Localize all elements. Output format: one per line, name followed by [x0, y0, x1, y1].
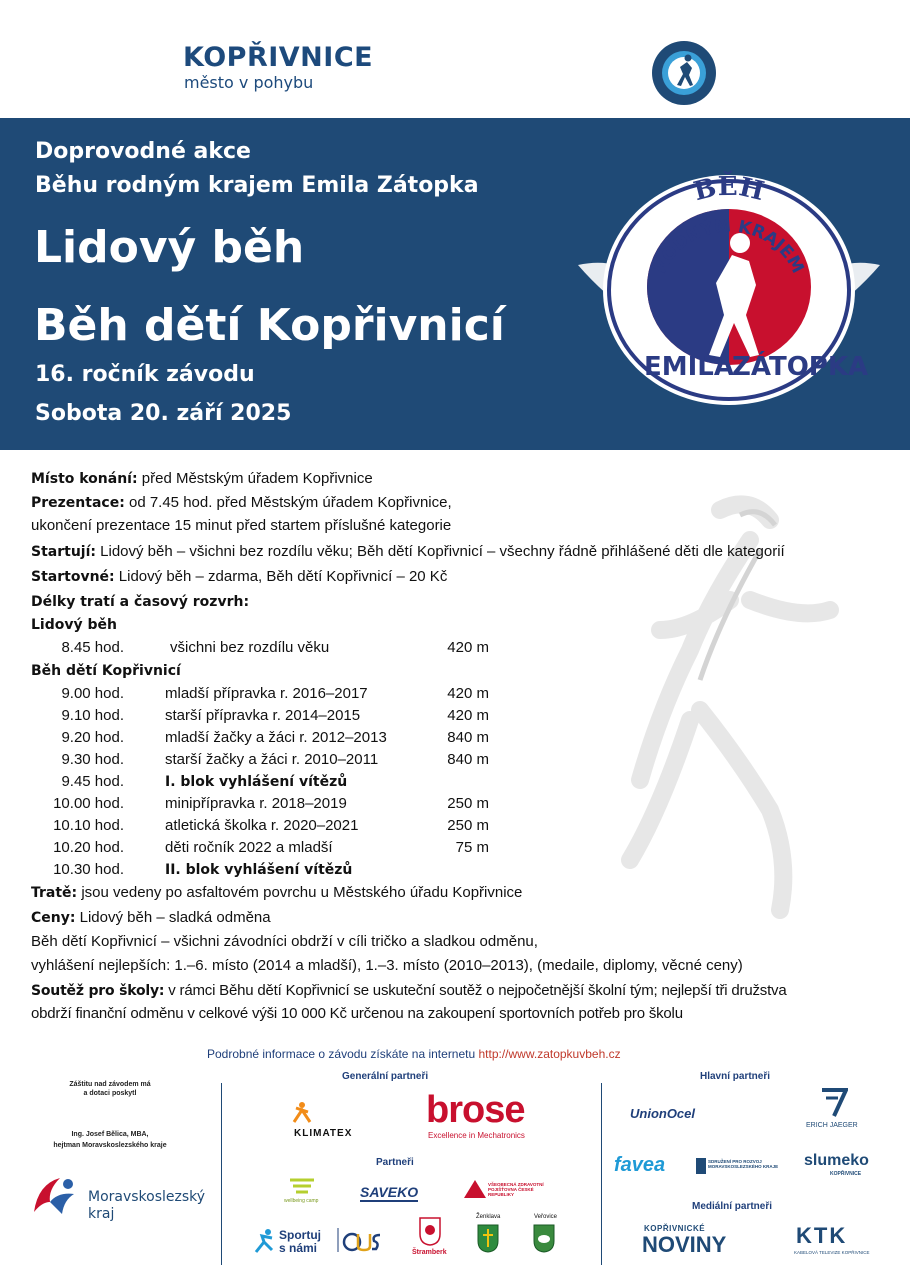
brand-name: KOPŘIVNICE	[183, 42, 374, 73]
region-name-1: Moravskoslezský	[88, 1189, 206, 1205]
schedule-distance: 420 m	[447, 639, 489, 656]
event-date: Sobota 20. září 2025	[35, 401, 292, 426]
region-logo-icon	[28, 1172, 84, 1220]
registration-label: Prezentace:	[31, 495, 125, 511]
noviny-logo-2: NOVINY	[642, 1232, 727, 1257]
registration-line-2: ukončení prezentace 15 minut před startem příslušné kategorie	[31, 517, 452, 534]
media-partners-title: Mediální partneři	[692, 1201, 773, 1212]
strambark-logo: Štramberk	[412, 1249, 447, 1256]
prizes-line	[31, 908, 271, 928]
strambark-crest	[418, 1216, 442, 1246]
saveko-logo: SAVEKO	[360, 1184, 419, 1200]
schedule-description: atletická školka r. 2020–2021	[165, 817, 359, 834]
venue-line	[31, 469, 373, 489]
schedule-description: mladší žačky a žáci r. 2012–2013	[165, 729, 387, 746]
general-partners-title: Generální partneři	[342, 1071, 429, 1082]
zenklava-label: Ženklava	[476, 1214, 501, 1220]
schools-line-2: obdrží finanční odměnu v celkové výši 10 000 Kč určenou na zakoupení sportovních potřeb pro školu	[31, 1005, 683, 1022]
schedule-section-deti: Běh dětí Kopřivnicí	[31, 663, 181, 679]
race-logo-right-text: ZÁTOPKA	[732, 352, 869, 382]
fee-text: Lidový běh – zdarma, Běh dětí Kopřivnicí – 20 Kč	[114, 568, 448, 585]
klimatex-icon	[290, 1100, 314, 1124]
schedule-time: 10.10 hod.	[53, 817, 124, 834]
track-line	[31, 883, 522, 903]
main-partners-title: Hlavní partneři	[700, 1071, 771, 1082]
schedule-distance: 420 m	[447, 707, 489, 724]
region-name-2: kraj	[88, 1206, 115, 1222]
club-badge-logo	[647, 40, 721, 106]
partners-title: Partneři	[376, 1157, 414, 1168]
schedule-time: 9.30 hod.	[61, 751, 124, 768]
schedule-time: 9.00 hod.	[61, 685, 124, 702]
verovice-label: Veřovice	[534, 1214, 558, 1220]
banner-subtitle-1: Doprovodné akce	[35, 139, 251, 164]
schedule-time: 9.10 hod.	[61, 707, 124, 724]
patronage-line-1: Záštitu nad závodem má	[69, 1081, 151, 1088]
track-label: Tratě:	[31, 885, 78, 901]
prizes-label: Ceny:	[31, 910, 76, 926]
prizes-line-3: vyhlášení nejlepších: 1.–6. místo (2014 a mladší), 1.–3. místo (2010–2013), (medaile, diplomy, věcné ceny)	[31, 957, 743, 974]
brose-logo: brose	[426, 1089, 525, 1131]
event-title-2: Běh dětí Kopřivnicí	[34, 300, 505, 351]
sdruzeni-icon	[696, 1158, 706, 1174]
schedule-description: všichni bez rozdílu věku	[170, 639, 330, 656]
event-title-1: Lidový běh	[34, 222, 305, 273]
event-edition: 16. ročník závodu	[35, 362, 255, 387]
fee-line	[31, 567, 447, 587]
patron-role: hejtman Moravskoslezského kraje	[53, 1142, 167, 1149]
prizes-text: Lidový běh – sladká odměna	[75, 909, 271, 926]
erich-jaeger-icon	[820, 1088, 848, 1118]
footer-divider-left	[221, 1083, 222, 1265]
svg-text:BĚH	[691, 170, 767, 207]
schedule-time: 8.45 hod.	[61, 639, 124, 656]
wellbeing-icon	[288, 1176, 316, 1196]
more-info-line	[207, 1047, 621, 1061]
sdruzeni-logo: SDRUŽENÍ PRO ROZVOJ MORAVSKOSLEZSKÉHO KRAJE	[708, 1159, 779, 1169]
venue-text: před Městským úřadem Kopřivnice	[137, 470, 373, 487]
slumeko-sub: KOPŘIVNICE	[830, 1171, 862, 1177]
ktk-logo: KTK	[796, 1223, 848, 1248]
race-logo	[574, 165, 884, 415]
schedule-description: starší žačky a žáci r. 2010–2011	[165, 751, 379, 768]
schedule-description: II. blok vyhlášení vítězů	[165, 862, 353, 878]
sportuj-icon	[252, 1228, 278, 1254]
brand-tagline: město v pohybu	[184, 73, 314, 92]
noviny-logo-1: KOPŘIVNICKÉ	[644, 1224, 706, 1233]
schedule-description: děti ročník 2022 a mladší	[165, 839, 333, 856]
patronage-line-2: a dotaci poskytl	[83, 1090, 137, 1097]
brose-tagline: Excellence in Mechatronics	[428, 1131, 525, 1140]
schedule-distance: 250 m	[447, 817, 489, 834]
schedule-time: 10.30 hod.	[53, 861, 124, 878]
slumeko-logo: slumeko	[804, 1152, 869, 1169]
venue-label: Místo konání:	[31, 471, 138, 487]
schedule-distance: 840 m	[447, 729, 489, 746]
schedule-distance: 840 m	[447, 751, 489, 768]
erich-jaeger-logo: ERICH JAEGER	[806, 1122, 858, 1129]
zenklava-crest	[476, 1223, 500, 1253]
schedule-description: I. blok vyhlášení vítězů	[165, 774, 348, 790]
vzp-logo: VŠEOBECNÁ ZDRAVOTNÍ POJIŠŤOVNA ČESKÉ REPUBLIKY	[488, 1182, 544, 1197]
banner-subtitle-2: Běhu rodným krajem Emila Zátopka	[35, 173, 479, 198]
start-label: Startují:	[31, 544, 96, 560]
schedule-description: minipřípravka r. 2018–2019	[165, 795, 347, 812]
patron-name: Ing. Josef Bělica, MBA,	[71, 1131, 149, 1138]
schools-line	[31, 981, 786, 1001]
schedule-distance: 420 m	[447, 685, 489, 702]
start-text: Lidový běh – všichni bez rozdílu věku; Běh dětí Kopřivnicí – všechny řádně přihlášené děti dle kategorií	[95, 543, 785, 560]
race-logo-mid-text: RODNÝM KRAJEM	[650, 216, 808, 277]
schedule-description: starší přípravka r. 2014–2015	[165, 707, 361, 724]
vzp-icon	[464, 1180, 486, 1198]
wellbeing-logo: wellbeing camp	[284, 1198, 319, 1204]
sportuj-logo-1: Sportuj	[279, 1228, 321, 1242]
schedule-section-lidovy: Lidový běh	[31, 617, 117, 633]
schedule-heading: Délky tratí a časový rozvrh:	[31, 594, 250, 610]
schedule-time: 9.20 hod.	[61, 729, 124, 746]
verovice-crest	[532, 1223, 556, 1253]
schedule-distance: 250 m	[447, 795, 489, 812]
start-line	[31, 542, 785, 562]
ous-logo	[336, 1226, 384, 1254]
fee-label: Startovné:	[31, 569, 115, 585]
track-text: jsou vedeny po asfaltovém povrchu u Městského úřadu Kopřivnice	[77, 884, 523, 901]
more-info-text: Podrobné informace o závodu získáte na internetu	[207, 1047, 479, 1061]
registration-text: od 7.45 hod. před Městským úřadem Kopřivnice,	[124, 494, 452, 511]
favea-logo: favea	[614, 1154, 666, 1176]
schedule-description: mladší přípravka r. 2016–2017	[165, 685, 368, 702]
schedule-time: 9.45 hod.	[61, 773, 124, 790]
race-logo-top-text: BĚH	[690, 171, 767, 208]
schools-text: v rámci Běhu dětí Kopřivnicí se uskuteční soutěž o nejpočetnější školní tým; nejlepší tři družstva	[164, 982, 787, 999]
schools-label: Soutěž pro školy:	[31, 983, 165, 999]
klimatex-logo: KLIMATEX	[294, 1128, 353, 1139]
unionocel-logo: UnionOcel	[630, 1106, 696, 1121]
ktk-sub: KABELOVÁ TELEVIZE KOPŘIVNICE	[794, 1250, 870, 1255]
prizes-line-2: Běh dětí Kopřivnicí – všichni závodníci obdrží v cíli tričko a sladkou odměnu,	[31, 933, 538, 950]
schedule-time: 10.20 hod.	[53, 839, 124, 856]
footer-divider-right	[601, 1083, 602, 1265]
race-logo-left-text: EMILA	[644, 352, 734, 382]
schedule-distance: 75 m	[455, 839, 489, 856]
schedule-time: 10.00 hod.	[53, 795, 124, 812]
sportuj-logo-2: s námi	[279, 1241, 318, 1255]
website-link[interactable]: http://www.zatopkuvbeh.cz	[478, 1047, 621, 1061]
registration-line	[31, 493, 452, 513]
